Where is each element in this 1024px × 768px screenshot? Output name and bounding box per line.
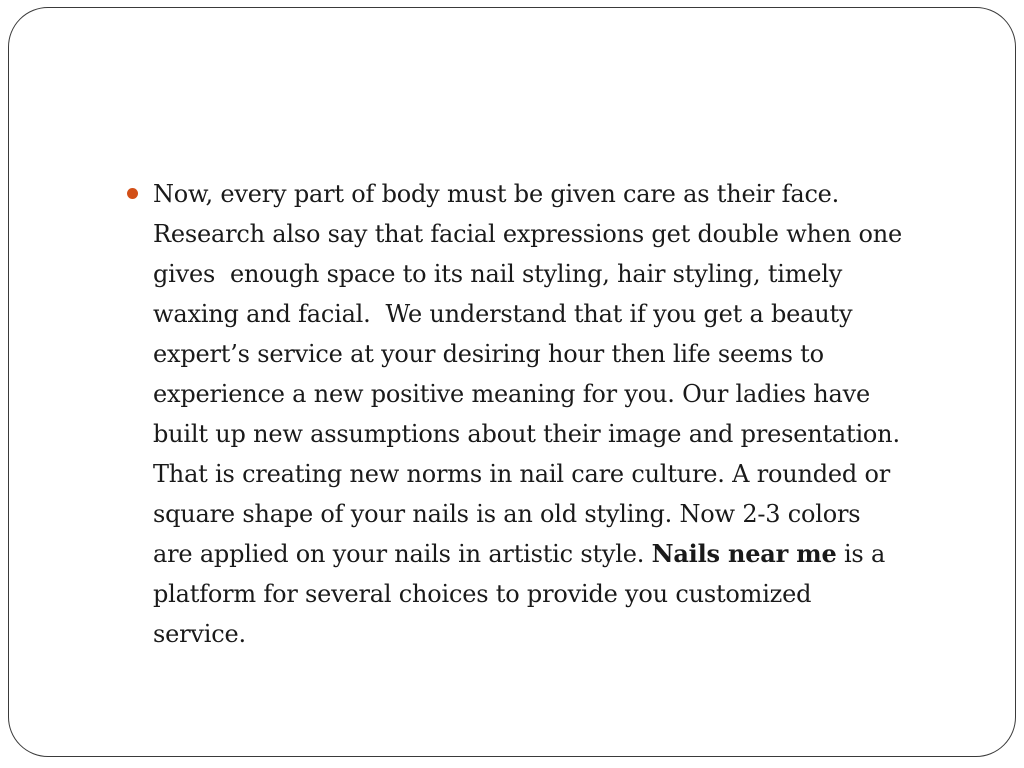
keyword-nails-near-me: Nails near me [651,539,837,568]
paragraph-line: expert’s service at your desiring hour then life seems to [153,340,824,368]
slide-frame [8,7,1016,757]
bullet-dot-icon [127,188,138,199]
paragraph-text: is a [836,540,886,568]
paragraph-text: are applied on your nails in artistic style. [153,540,652,568]
paragraph-line: service. [153,620,246,648]
paragraph-line: waxing and facial. We understand that if you get a beauty [153,300,853,328]
paragraph-line: Now, every part of body must be given care as their face. [153,180,840,208]
paragraph-line: experience a new positive meaning for you. Our ladies have [153,380,871,408]
slide-content [127,174,977,654]
paragraph-line: built up new assumptions about their image and presentation. [153,420,900,448]
paragraph-line: square shape of your nails is an old styling. Now 2-3 colors [153,500,861,528]
paragraph-line: Research also say that facial expressions get double when one [153,220,903,248]
paragraph-line-with-keyword [153,534,977,574]
paragraph-line: platform for several choices to provide you customized [153,580,812,608]
paragraph-line: gives enough space to its nail styling, hair styling, timely [153,260,843,288]
paragraph-line: That is creating new norms in nail care culture. A rounded or [153,460,891,488]
bullet-paragraph [127,174,977,654]
